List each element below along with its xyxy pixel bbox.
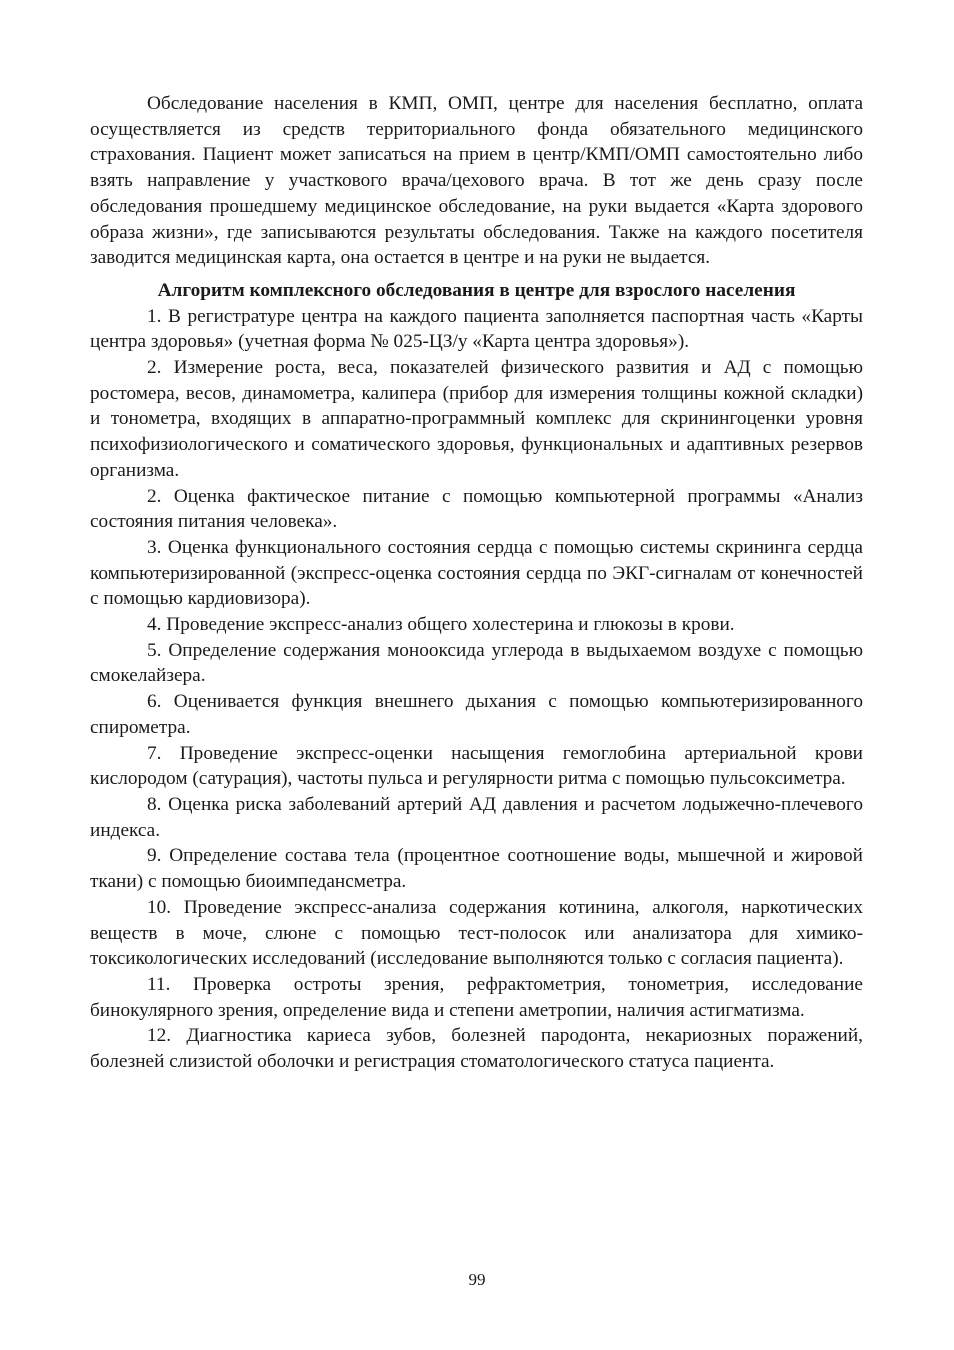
step-paragraph: 3. Оценка функционального состояния сердца с помощью системы скрининга сердца компьютеризированной (экспресс-оценка состояния сердца по ЭКГ-сигналам от конечностей с помощью кардиовизора).: [90, 536, 863, 610]
step-paragraph: 2. Измерение роста, веса, показателей физического развития и АД с помощью ростомера, весов, динамометра, калипера (прибор для измерения толщины кожной складки) и тонометра, входящих в аппаратно-программный комплекс для скринингоценки уровня психофизиологического и соматического здоровья, функциональных и адаптивных резервов организма.: [90, 357, 863, 481]
page-number: 99: [468, 1270, 486, 1289]
step-paragraph: 7. Проведение экспресс-оценки насыщения гемоглобина артериальной крови кислородом (сатурация), частоты пульса и регулярности ритма с помощью пульсоксиметра.: [90, 742, 863, 790]
step-paragraph: 12. Диагностика кариеса зубов, болезней пародонта, некариозных поражений, болезней слизистой оболочки и регистрация стоматологического статуса пациента.: [90, 1025, 863, 1073]
step-paragraph: 9. Определение состава тела (процентное соотношение воды, мышечной и жировой ткани) с помощью биоимпедансметра.: [90, 845, 863, 893]
step-paragraph: 11. Проверка остроты зрения, рефрактометрия, тонометрия, исследование бинокулярного зрения, определение вида и степени аметропии, наличия астигматизма.: [90, 973, 863, 1021]
step-paragraph: 6. Оценивается функция внешнего дыхания с помощью компьютеризированного спирометра.: [90, 691, 863, 738]
step-paragraph: 4. Проведение экспресс-анализ общего холестерина и глюкозы в крови.: [147, 614, 735, 636]
step-paragraph: 10. Проведение экспресс-анализа содержания котинина, алкоголя, наркотических веществ в моче, слюне с помощью тест-полосок или анализатора для химико-токсикологических исследований (исследование выполняются только с согласия пациента).: [90, 896, 863, 970]
step-paragraph: 8. Оценка риска заболеваний артерий АД давления и расчетом лодыжечно-плечевого индекса.: [90, 793, 863, 841]
step-paragraph: 1. В регистратуре центра на каждого пациента заполняется паспортная часть «Карты центра здоровья» (учетная форма № 025-ЦЗ/у «Карта центра здоровья»).: [90, 305, 863, 353]
page-body: [90, 91, 863, 1075]
step-paragraph: 2. Оценка фактическое питание с помощью компьютерной программы «Анализ состояния питания человека».: [90, 485, 863, 533]
section-heading: Алгоритм комплексного обследования в центре для взрослого населения: [157, 279, 796, 301]
step-paragraph: 5. Определение содержания монооксида углерода в выдыхаемом воздухе с помощью смокелайзера.: [90, 639, 863, 687]
intro-paragraph: Обследование населения в КМП, ОМП, центре для населения бесплатно, оплата осуществляется из средств территориального фонда обязательного медицинского страхования. Пациент может записаться на прием в центр/КМП/ОМП самостоятельно либо взять направление у участкового врача/цехового врача. В тот же день сразу после обследования прошедшему медицинское обследование, на руки выдается «Карта здорового образа жизни», где записываются результаты обследования. Также на каждого посетителя заводится медицинская карта, она остается в центре и на руки не выдается.: [90, 93, 863, 269]
